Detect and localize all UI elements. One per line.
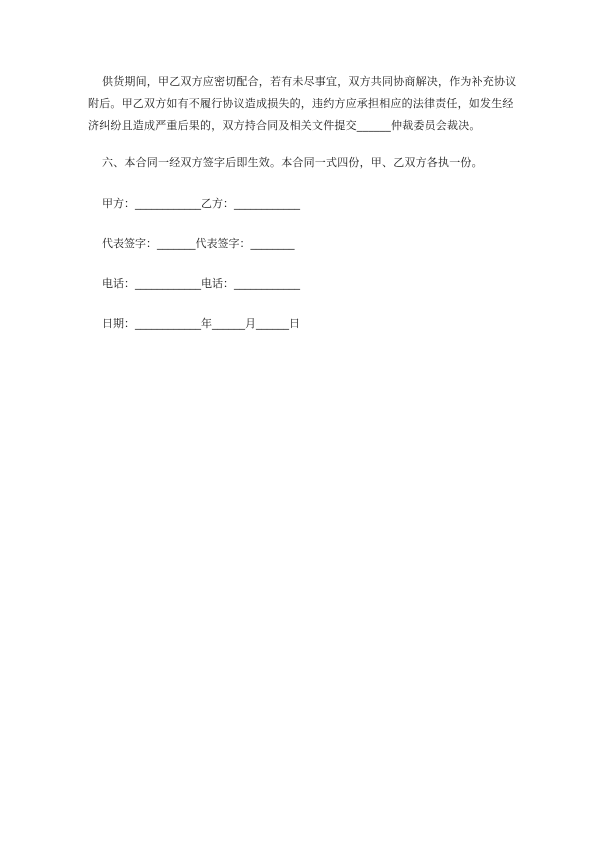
paragraph-contract-effect	[88, 152, 518, 174]
paragraph-supply-cooperation-text: 供货期间，甲乙双方应密切配合，若有未尽事宜，双方共同协商解决，作为补充协议附后。甲乙双方如有不履行协议造成损失的，违约方应承担相应的法律责任，如发生经济纠纷且造成严重后果的，双方持合同及相关文件提交______仲裁委员会裁决。	[88, 75, 517, 132]
signature-date-line: 日期：____________年______月______日	[102, 317, 300, 330]
signature-phone-line: 电话：____________电话：____________	[102, 277, 300, 290]
signature-party-line: 甲方：____________乙方：____________	[102, 197, 300, 210]
signature-representative-line: 代表签字：_______代表签字：________	[102, 237, 295, 250]
paragraph-supply-cooperation	[88, 71, 518, 137]
paragraph-contract-effect-text: 六、本合同一经双方签字后即生效。本合同一式四份，甲、乙双方各执一份。	[102, 156, 483, 169]
